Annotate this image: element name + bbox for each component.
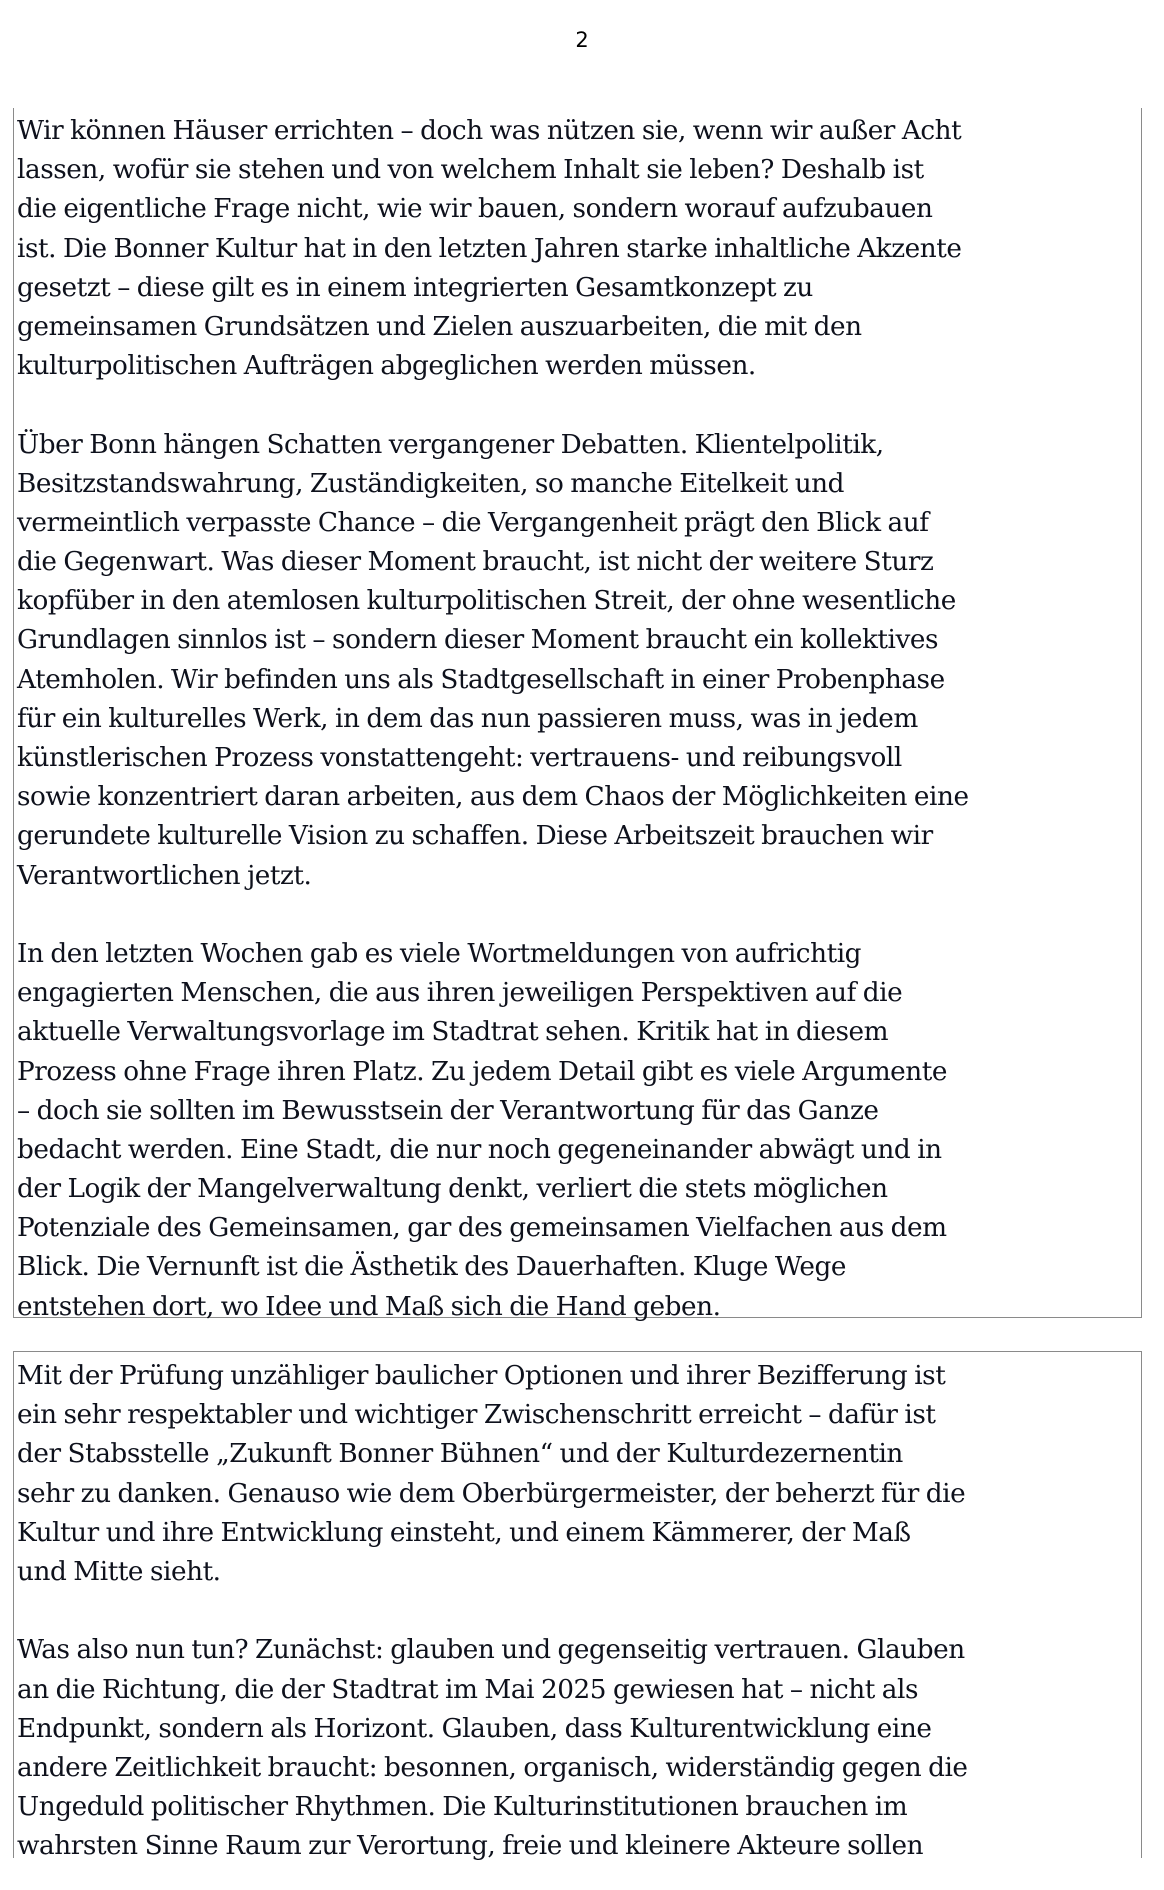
text-line: gemeinsamen Grundsätzen und Zielen auszuarbeiten, die mit den [17, 311, 862, 342]
text-line: Mit der Prüfung unzähliger baulicher Optionen und ihrer Bezifferung ist [17, 1361, 946, 1391]
text-line: ein sehr respektabler und wichtiger Zwischenschritt erreicht – dafür ist [17, 1400, 936, 1431]
text-line: gerundete kulturelle Vision zu schaffen. Diese Arbeitszeit brauchen wir [17, 821, 933, 852]
text-block-1 [13, 108, 1142, 1322]
text-line: Potenziale des Gemeinsamen, gar des gemeinsamen Vielfachen aus dem [17, 1213, 947, 1244]
text-line: die Gegenwart. Was dieser Moment braucht, ist nicht der weitere Sturz [17, 547, 934, 578]
text-line: ist. Die Bonner Kultur hat in den letzten Jahren starke inhaltliche Akzente [17, 233, 962, 264]
paragraph-recent-weeks [17, 935, 1141, 1327]
text-line: der Logik der Mangelverwaltung denkt, verliert die stets möglichen [17, 1174, 888, 1205]
text-block-2 [13, 1351, 1142, 1862]
text-line: andere Zeitlichkeit braucht: besonnen, organisch, widerständig gegen die [17, 1752, 968, 1783]
text-line: Verantwortlichen jetzt. [17, 860, 312, 891]
page-number: 2 [575, 28, 589, 52]
text-line: Was also nun tun? Zunächst: glauben und gegenseitig vertrauen. Glauben [17, 1635, 965, 1666]
text-line: kulturpolitischen Aufträgen abgeglichen werden müssen. [17, 351, 756, 382]
text-line: der Stabsstelle „Zukunft Bonner Bühnen“ und der Kulturdezernentin [17, 1439, 903, 1470]
paragraph-houses [17, 112, 1141, 386]
text-line: – doch sie sollten im Bewusstsein der Verantwortung für das Ganze [17, 1095, 879, 1126]
text-line: engagierten Menschen, die aus ihren jeweiligen Perspektiven auf die [17, 978, 903, 1009]
text-line: Blick. Die Vernunft ist die Ästhetik des Dauerhaften. Kluge Wege [17, 1252, 846, 1283]
text-line: kopfüber in den atemlosen kulturpolitischen Streit, der ohne wesentliche [17, 586, 956, 617]
text-line: Ungeduld politischer Rhythmen. Die Kulturinstitutionen brauchen im [17, 1792, 908, 1823]
paragraph-what-now [17, 1631, 1141, 1866]
text-line: Endpunkt, sondern als Horizont. Glauben, dass Kulturentwicklung eine [17, 1713, 932, 1744]
text-line: wahrsten Sinne Raum zur Verortung, freie und kleinere Akteure sollen [17, 1831, 924, 1862]
text-line: die eigentliche Frage nicht, wie wir bauen, sondern worauf aufzubauen [17, 194, 933, 225]
text-line: gesetzt – diese gilt es in einem integrierten Gesamtkonzept zu [17, 272, 813, 303]
text-line: bedacht werden. Eine Stadt, die nur noch gegeneinander abwägt und in [17, 1134, 942, 1165]
text-line: In den letzten Wochen gab es viele Wortmeldungen von aufrichtig [17, 938, 862, 969]
text-line: Besitzstandswahrung, Zuständigkeiten, so manche Eitelkeit und [17, 468, 845, 499]
text-line: entstehen dort, wo Idee und Maß sich die Hand geben. [17, 1291, 721, 1322]
text-line: und Mitte sieht. [17, 1556, 221, 1587]
text-line: Grundlagen sinnlos ist – sondern dieser Moment braucht ein kollektives [17, 625, 939, 656]
text-line: an die Richtung, die der Stadtrat im Mai 2025 gewiesen hat – nicht als [17, 1674, 918, 1705]
text-line: Kultur und ihre Entwicklung einsteht, und einem Kämmerer, der Maß [17, 1517, 911, 1548]
text-line: lassen, wofür sie stehen und von welchem Inhalt sie leben? Deshalb ist [17, 155, 924, 186]
text-line: künstlerischen Prozess vonstattengeht: vertrauens- und reibungsvoll [17, 743, 902, 773]
text-line: Atemholen. Wir befinden uns als Stadtgesellschaft in einer Probenphase [17, 664, 945, 695]
paragraph-shadows [17, 426, 1141, 896]
text-line: vermeintlich verpasste Chance – die Vergangenheit prägt den Blick auf [17, 507, 929, 538]
text-line: Über Bonn hängen Schatten vergangener Debatten. Klientelpolitik, [17, 429, 884, 460]
text-line: Wir können Häuser errichten – doch was nützen sie, wenn wir außer Acht [17, 116, 962, 146]
paragraph-examination [17, 1357, 1141, 1592]
text-line: sowie konzentriert daran arbeiten, aus dem Chaos der Möglichkeiten eine [17, 782, 969, 813]
text-line: aktuelle Verwaltungsvorlage im Stadtrat sehen. Kritik hat in diesem [17, 1017, 889, 1048]
text-line: sehr zu danken. Genauso wie dem Oberbürgermeister, der beherzt für die [17, 1478, 966, 1509]
text-line: für ein kulturelles Werk, in dem das nun passieren muss, was in jedem [17, 703, 918, 734]
text-line: Prozess ohne Frage ihren Platz. Zu jedem Detail gibt es viele Argumente [17, 1056, 948, 1087]
